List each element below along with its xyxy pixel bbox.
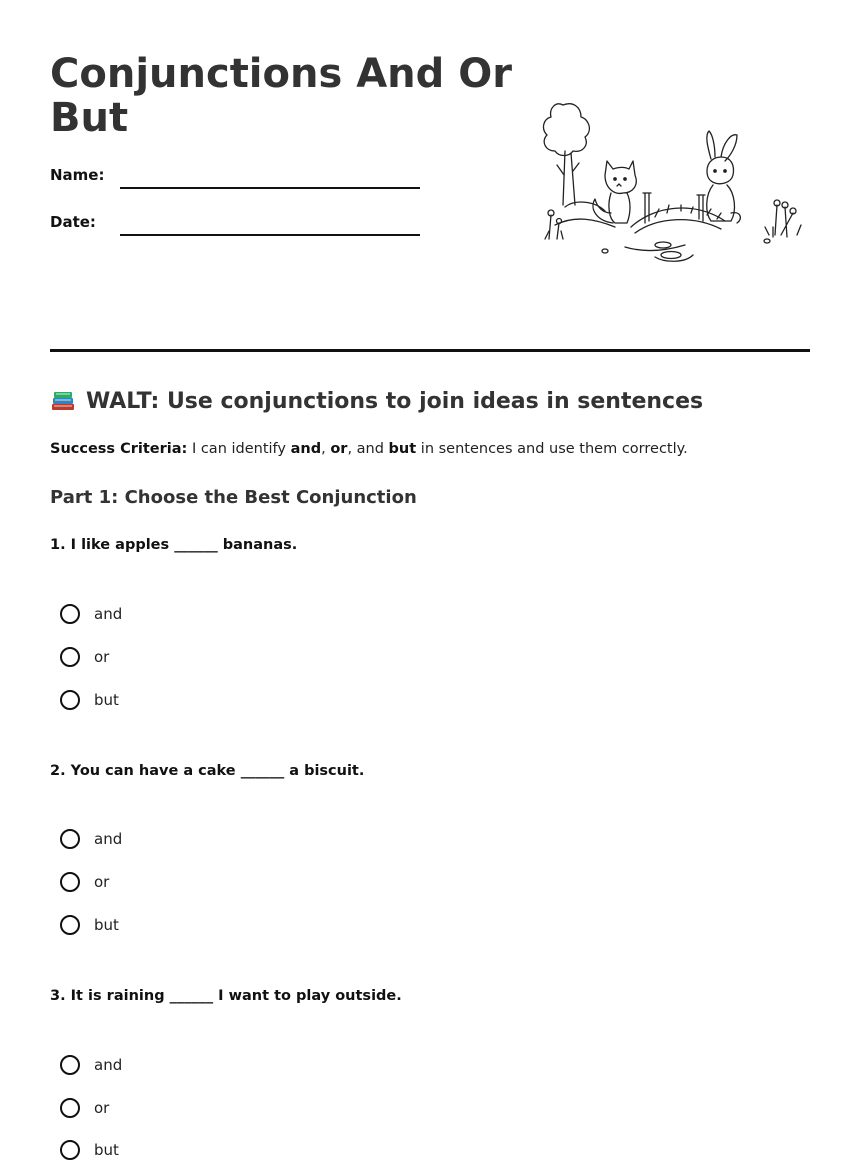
q2-option-but[interactable] xyxy=(60,915,119,935)
radio-button[interactable] xyxy=(60,647,80,667)
q3-option-or[interactable] xyxy=(60,1098,109,1118)
walt-heading xyxy=(50,388,703,414)
criteria-label: Success Criteria: xyxy=(50,441,188,457)
radio-button[interactable] xyxy=(60,915,80,935)
criteria-text-2: in sentences and use them correctly. xyxy=(416,441,688,457)
part-1-heading: Part 1: Choose the Best Conjunction xyxy=(50,487,417,508)
option-label: and xyxy=(94,1056,123,1074)
fox-and-rabbit-bridge-illustration xyxy=(535,95,810,270)
question-1: 1. I like apples ______ bananas. xyxy=(50,537,298,553)
walt-text: WALT: Use conjunctions to join ideas in sentences xyxy=(86,388,704,414)
date-field[interactable] xyxy=(120,234,420,236)
radio-button[interactable] xyxy=(60,1098,80,1118)
books-icon xyxy=(50,388,76,414)
radio-button[interactable] xyxy=(60,690,80,710)
option-label: or xyxy=(94,1099,110,1117)
page-title: Conjunctions And Or But xyxy=(50,51,512,141)
q3-option-and[interactable] xyxy=(60,1055,122,1075)
name-label: Name: xyxy=(50,166,105,184)
criteria-separator-2: , and xyxy=(347,441,389,457)
criteria-word-and: and xyxy=(290,441,322,457)
q2-option-and[interactable] xyxy=(60,829,122,849)
option-label: but xyxy=(94,691,119,709)
option-label: or xyxy=(94,648,110,666)
criteria-separator-1: , xyxy=(321,441,331,457)
q1-option-and[interactable] xyxy=(60,604,122,624)
radio-button[interactable] xyxy=(60,829,80,849)
option-label: but xyxy=(94,916,119,934)
q2-option-or[interactable] xyxy=(60,872,109,892)
criteria-word-but: but xyxy=(388,441,417,457)
date-label: Date: xyxy=(50,213,96,231)
option-label: but xyxy=(94,1141,119,1159)
option-label: and xyxy=(94,605,123,623)
question-3: 3. It is raining ______ I want to play outside. xyxy=(50,988,402,1004)
section-divider xyxy=(50,349,810,352)
q1-option-but[interactable] xyxy=(60,690,119,710)
q1-option-or[interactable] xyxy=(60,647,109,667)
name-field[interactable] xyxy=(120,187,420,189)
radio-button[interactable] xyxy=(60,1055,80,1075)
option-label: or xyxy=(94,873,110,891)
radio-button[interactable] xyxy=(60,1140,80,1160)
criteria-word-or: or xyxy=(330,441,348,457)
q3-option-but[interactable] xyxy=(60,1140,119,1160)
criteria-text-1: I can identify xyxy=(187,441,291,457)
radio-button[interactable] xyxy=(60,872,80,892)
radio-button[interactable] xyxy=(60,604,80,624)
success-criteria xyxy=(50,441,688,457)
question-2: 2. You can have a cake ______ a biscuit. xyxy=(50,763,365,779)
option-label: and xyxy=(94,830,123,848)
